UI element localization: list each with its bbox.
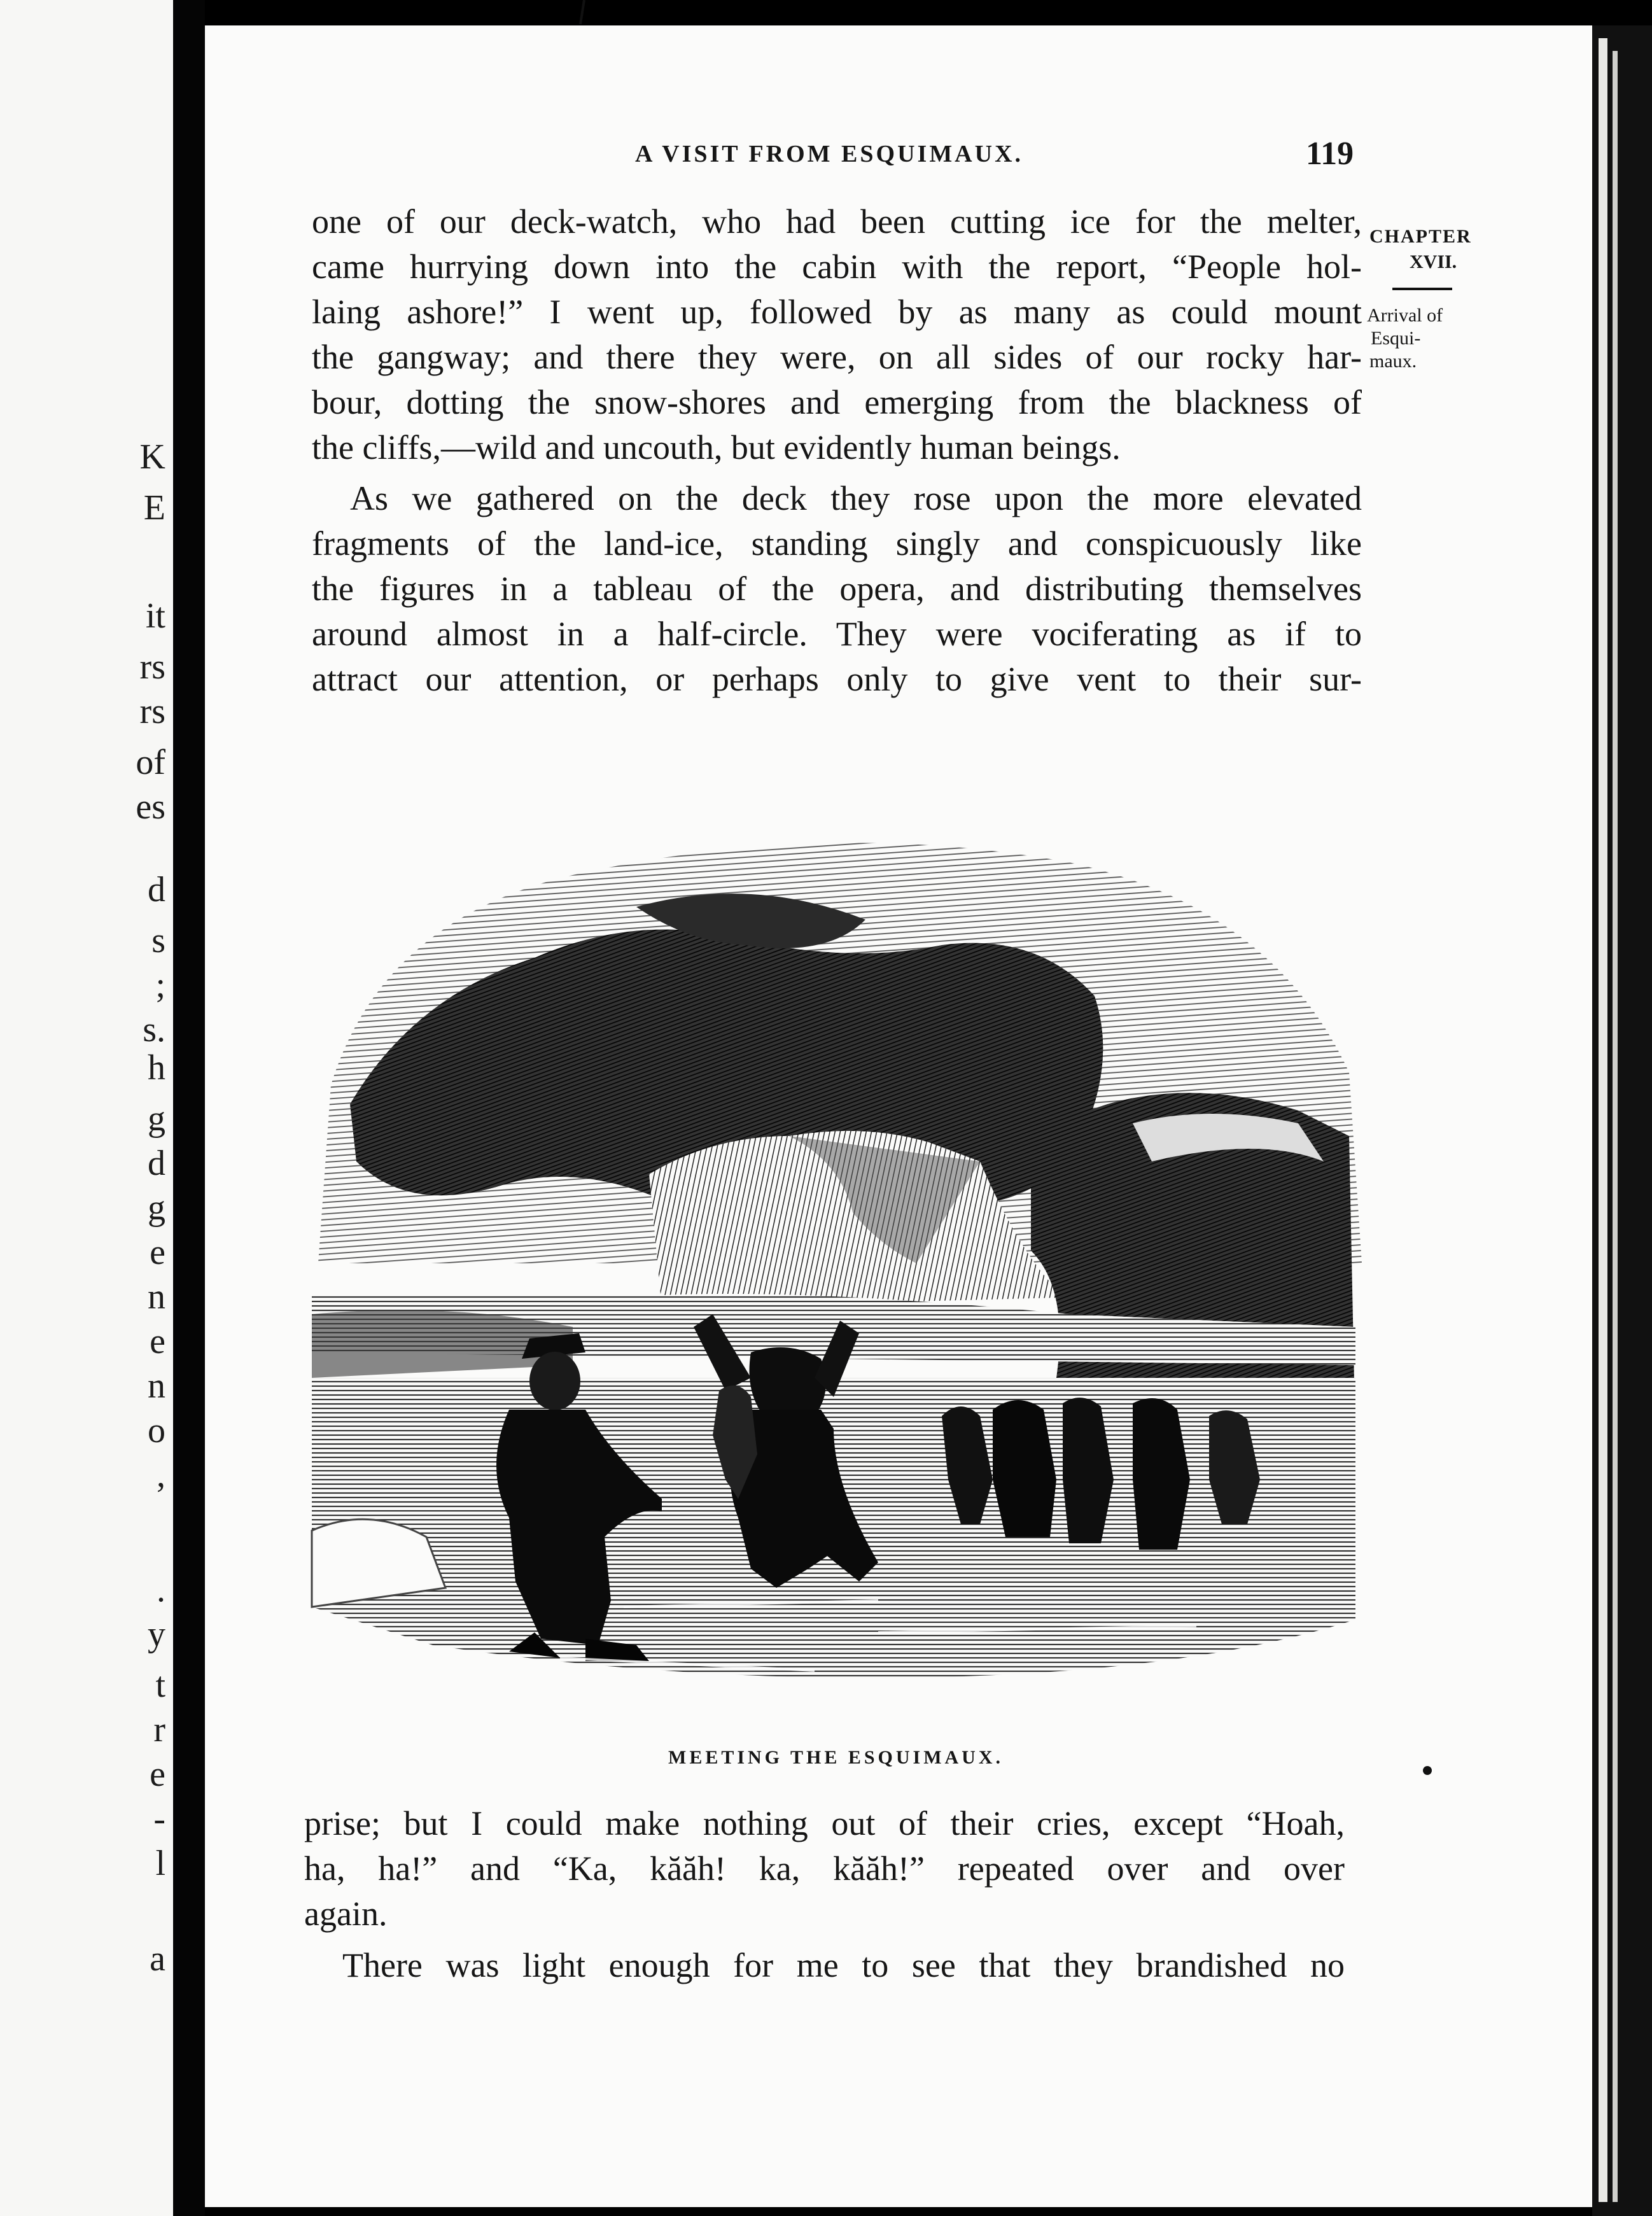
previous-page-fragment: y xyxy=(148,1615,165,1654)
text-line: the figures in a tableau of the opera, and distributing themselves xyxy=(312,570,1362,608)
sidenote-topic xyxy=(1367,304,1443,373)
previous-page-fragment: K xyxy=(139,437,165,477)
paragraph-1 xyxy=(312,199,1362,470)
previous-page-fragment: e xyxy=(150,1755,165,1794)
previous-page-fragment: t xyxy=(155,1666,165,1705)
paragraph-4 xyxy=(304,1943,1345,1988)
sidenote-topic-line: maux. xyxy=(1369,351,1417,372)
previous-page-fragment: es xyxy=(136,787,165,827)
previous-page-fragment: s. xyxy=(143,1010,165,1049)
text-line: prise; but I could make nothing out of their cries, except “Hoah, xyxy=(304,1804,1345,1842)
page-stack-edge xyxy=(1599,38,1607,2202)
pencil-mark xyxy=(573,0,592,25)
sidenote-chapter: CHAPTER xyxy=(1369,226,1472,247)
text-line: one of our deck-watch, who had been cutting ice for the melter, xyxy=(312,202,1362,241)
sidenote-topic-line: Esqui- xyxy=(1371,328,1421,349)
previous-page-fragment: h xyxy=(148,1048,165,1088)
previous-page-fragment: a xyxy=(150,1939,165,1979)
previous-page-fragment: d xyxy=(148,870,165,909)
previous-page-fragment: ; xyxy=(155,965,165,1005)
sidenote-topic-line: Arrival of xyxy=(1367,305,1443,326)
text-line: around almost in a half-circle. They were vociferating as if to xyxy=(312,615,1362,653)
previous-page-fragment: l xyxy=(155,1844,165,1883)
text-line: ha, ha!” and “Ka, kăăh! ka, kăăh!” repeated over and over xyxy=(304,1849,1345,1888)
running-head: A VISIT FROM ESQUIMAUX. xyxy=(635,141,1024,167)
text-line: again. xyxy=(304,1895,388,1933)
illustration-caption: MEETING THE ESQUIMAUX. xyxy=(668,1747,1004,1768)
text-line: bour, dotting the snow-shores and emerging from the blackness of xyxy=(312,383,1362,421)
sidenote-rule xyxy=(1392,288,1452,290)
previous-page-fragment: n xyxy=(148,1277,165,1317)
previous-page-fragment: g xyxy=(148,1188,165,1228)
engraving-illustration xyxy=(305,805,1368,1722)
ink-dot xyxy=(1423,1766,1432,1775)
text-line: laing ashore!” I went up, followed by as many as could mount xyxy=(312,293,1362,331)
previous-page-edge xyxy=(0,0,173,2216)
previous-page-fragment: rs xyxy=(139,647,165,687)
previous-page-fragment: - xyxy=(153,1799,165,1839)
previous-page-fragment: rs xyxy=(139,692,165,731)
previous-page-fragment: e xyxy=(150,1322,165,1361)
text-line: fragments of the land-ice, standing singly and conspicuously like xyxy=(312,524,1362,563)
previous-page-fragment: o xyxy=(148,1411,165,1450)
text-line: attract our attention, or perhaps only to give vent to their sur- xyxy=(312,660,1362,698)
book-gutter xyxy=(173,0,205,2216)
previous-page-fragment: n xyxy=(148,1366,165,1406)
previous-page-fragment: e xyxy=(150,1233,165,1272)
previous-page-fragment: d xyxy=(148,1144,165,1183)
page-number: 119 xyxy=(1306,136,1354,172)
previous-page-fragment: r xyxy=(153,1710,165,1750)
previous-page-fragment: E xyxy=(143,488,165,528)
text-line: the gangway; and there they were, on all sides of our rocky har- xyxy=(312,338,1362,376)
previous-page-fragment: s xyxy=(151,921,165,960)
previous-page-fragment: g xyxy=(148,1099,165,1139)
text-line: As we gathered on the deck they rose upon the more elevated xyxy=(350,479,1362,517)
text-line: came hurrying down into the cabin with the report, “People hol- xyxy=(312,248,1362,286)
sidenote-chapter-number: XVII. xyxy=(1410,251,1457,272)
paragraph-3 xyxy=(304,1801,1345,1937)
previous-page-fragment: of xyxy=(136,743,165,782)
previous-page-fragment: . xyxy=(157,1570,165,1609)
page-stack-edge-inner xyxy=(1613,51,1618,2202)
paragraph-2 xyxy=(312,476,1362,702)
previous-page-fragment: it xyxy=(145,596,165,636)
previous-page-fragment: , xyxy=(157,1455,165,1495)
text-line: the cliffs,—wild and uncouth, but evidently human beings. xyxy=(312,428,1121,466)
text-line: There was light enough for me to see that they brandished no xyxy=(342,1946,1345,1984)
